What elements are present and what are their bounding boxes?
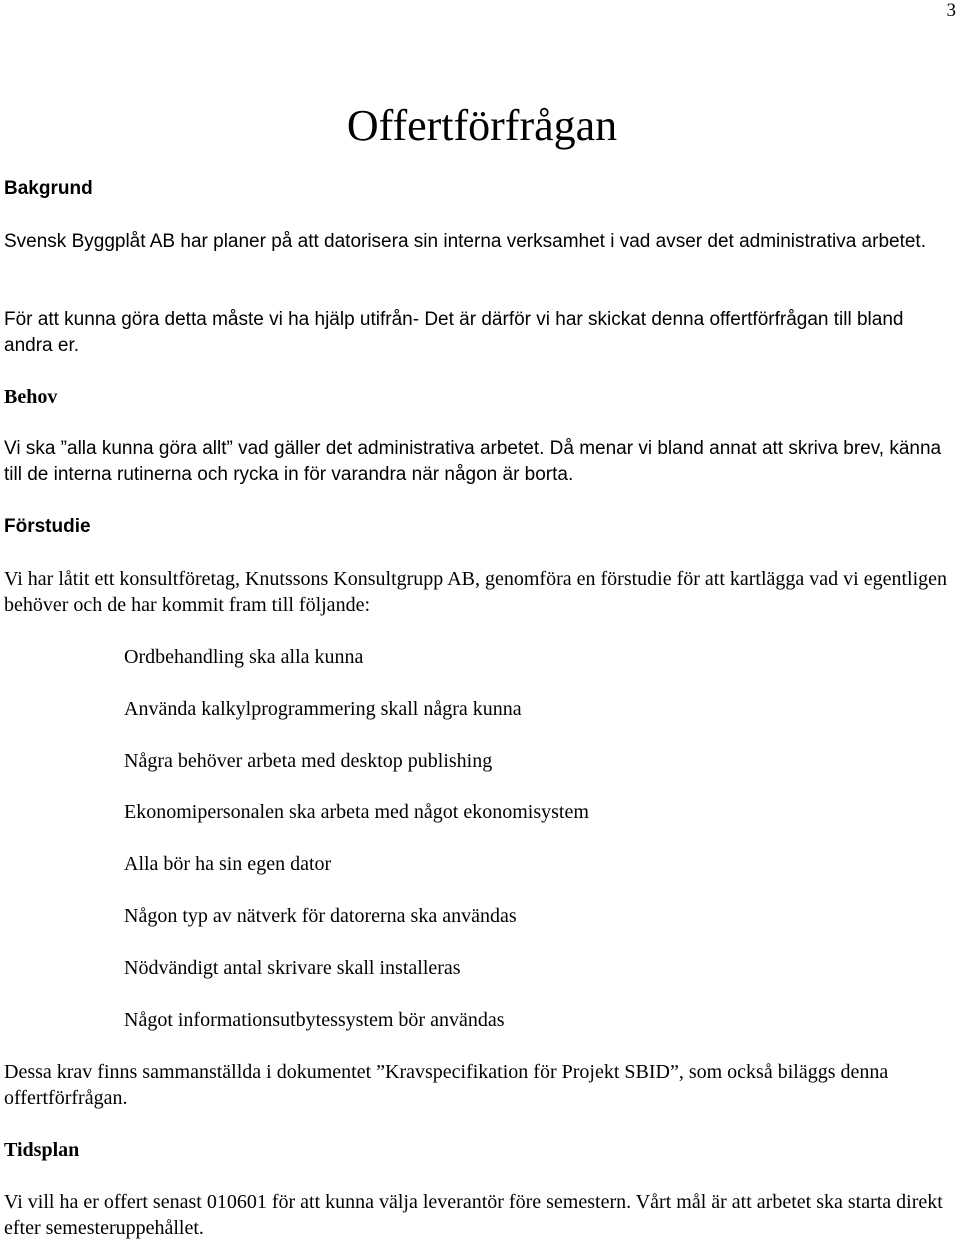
list-item: Använda kalkylprogrammering skall några kunna — [124, 698, 522, 720]
section-heading-behov: Behov — [4, 386, 58, 408]
list-item: Någon typ av nätverk för datorerna ska användas — [124, 905, 517, 927]
bakgrund-paragraph-2: För att kunna göra detta måste vi ha hjälp utifrån- Det är därför vi har skickat denna offertförfrågan till bland andra er. — [4, 309, 904, 356]
forstudie-paragraph-1: Vi har låtit ett konsultföretag, Knutssons Konsultgrupp AB, genomföra en förstudie för att kartlägga vad vi egentligen behöver och de har kommit fram till följande: — [4, 568, 948, 616]
section-heading-bakgrund: Bakgrund — [4, 178, 93, 199]
list-item: Ordbehandling ska alla kunna — [124, 646, 364, 668]
list-item: Något informationsutbytessystem bör användas — [124, 1009, 505, 1031]
forstudie-paragraph-2: Dessa krav finns sammanställda i dokumentet ”Kravspecifikation för Projekt SBID”, som också biläggs denna offertförfrågan. — [4, 1061, 889, 1109]
section-heading-forstudie: Förstudie — [4, 516, 91, 537]
section-heading-tidsplan: Tidsplan — [4, 1139, 80, 1161]
page-title: Offertförfrågan — [346, 101, 618, 150]
list-item: Ekonomipersonalen ska arbeta med något ekonomisystem — [124, 801, 589, 823]
behov-paragraph-1: Vi ska ”alla kunna göra allt” vad gäller det administrativa arbetet. Då menar vi bland annat att skriva brev, känna till de interna rutinerna och rycka in för varandra när någon är borta. — [4, 438, 942, 485]
tidsplan-paragraph-1: Vi vill ha er offert senast 010601 för att kunna välja leverantör före semestern. Vårt mål är att arbetet ska starta direkt efter semesteruppehållet. — [4, 1191, 943, 1239]
bakgrund-paragraph-1: Svensk Byggplåt AB har planer på att datorisera sin interna verksamhet i vad avser det administrativa arbetet. — [4, 231, 926, 252]
list-item: Några behöver arbeta med desktop publishing — [124, 750, 493, 772]
list-item: Nödvändigt antal skrivare skall installeras — [124, 957, 461, 979]
page-number: 3 — [946, 0, 956, 21]
list-item: Alla bör ha sin egen dator — [124, 853, 332, 875]
